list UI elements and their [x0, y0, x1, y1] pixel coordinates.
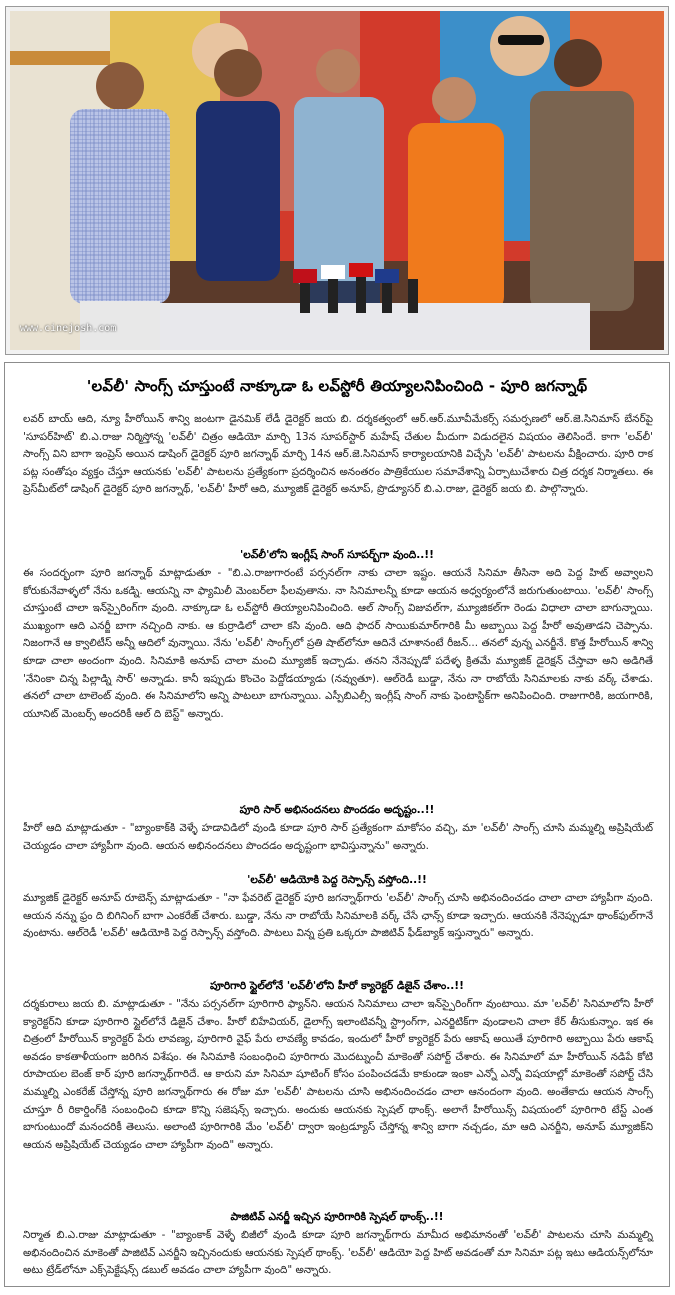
- subhead-special-thanks: పాజిటివ్ ఎనర్జీ ఇచ్చిన పూరిగారికి స్పెషల్ థాంక్స్..!!: [230, 1211, 444, 1223]
- event-photo: [10, 11, 664, 350]
- subhead-puri-wishes: పూరి సార్ అభినందనలు పొందడం అదృష్టం..!!: [239, 804, 435, 816]
- article-box: [4, 362, 670, 1287]
- watermark: www.cinejosh.com: [20, 323, 117, 334]
- photo-frame: [5, 6, 669, 355]
- jaya-quote-paragraph: దర్శకురాలు జయ బి. మాట్లాడుతూ - "నేను పర్సనల్‌గా పూరిగారి ఫ్యాన్‌ని. ఆయన సినిమాలు చాలా ఇన్‌స్పైరింగ్‌గా వుంటాయి. మా 'లవ్‌లీ' సినిమాలోని హీరో క్యారెక్టర్‌ని కూడా పూరిగారి స్టైల్‌లోనే డిజైన్ చేశాం. హీరో బిహేవియర్, డైలాగ్స్ ఇలాంటివన్నీ స్ట్రాంగ్‌గా, ఎనర్జిటిక్‌గా వుండాలని చాలా కేర్ తీసుకున్నాం. ఇక ఈ చిత్రంలో హీరోయిన్ క్యారెక్టర్ పేరు లావణ్య, పూరిగారి వైఫ్ పేరు లావణ్యే కావడం, ఇందులో హీరో క్యారెక్టర్ పేరు ఆకాష్ అయితే పూరిగారి అబ్బాయి పేరు ఆకాష్ అవడం కాకతాళీయంగా జరిగిన విశేషం. ఈ సినిమాకి సంబంధించి పూరిగారు మొదట్నుంచీ మాకెంతో సపోర్ట్ చేశారు. ఈ సినిమాలో మా హీరోయిన్ నడిపే కోటి రూపాయల బెంజ్ కార్ పూరి జగన్నాథ్‌గారిదే. ఆ కారుని మా సినిమా షూటింగ్ కోసం పంపించడమే కాకుండా ఇంకా ఎన్నో ఎన్నో విషయాల్లో మాకెంతో సపోర్ట్ చేసి మమ్మల్ని ఎంకరేజ్ చేస్తోన్న పూరి జగన్నాథ్‌గారు ఈ రోజు మా 'లవ్‌లీ' పాటలను చూసి అభినందించడం చాలా ఆనందంగా వుంది. అంతేకాదు ఆయన సాంగ్స్ చూస్తూ రీ రికార్డింగ్‌కి సంబంధించి కూడా కొన్ని సజెషన్స్ ఇచ్చారు. అందుకు ఆయనకు స్పెషల్ థాంక్స్. అలాగే హీరోయిన్స్ విషయంలో పూరిగారి టేస్ట్ ఎంత బాగుంటుందో మనందరికీ తెలుసు. అలాంటి పూరిగారికి మేం 'లవ్‌లీ' ద్వారా ఇంట్రడ్యూస్ చేస్తోన్న శాన్వి బాగా నచ్చడం, మా ఆది ఎనర్జీని, అనూప్ మ్యూజిక్‌ని ఆయన అప్రిషియేట్ చెయ్యడం చాలా హ్యాపీగా వుంది" అన్నారు.: [23, 998, 653, 1151]
- anoop-quote-paragraph: మ్యూజిక్ డైరెక్టర్ అనూప్ రూబెన్స్ మాట్లాడుతూ - "నా ఫేవరెట్ డైరెక్టర్ పూరి జగన్నాథ్‌గారు 'లవ్‌లీ' సాంగ్స్ చూసి అభినందించడం చాలా చాలా హ్యాపీగా వుంది. ఆయన నన్ను ఫ్రం ది బిగినింగ్ బాగా ఎంకరేజ్ చేశారు. బుడ్డా, నేను నా రాబోయే సినిమాలకి వర్క్ చేసే ఛాన్స్ కూడా ఇచ్చారు. ఆయనకి నేనెప్పుడూ థాంక్‌ఫుల్‌గానే వుంటాను. ఆల్‌రెడీ 'లవ్‌లీ' ఆడియోకి పెద్ద రెస్పాన్స్ వస్తోంది. పాటలు విన్న ప్రతి ఒక్కరూ పాజిటివ్ ఫీడ్‌బ్యాక్ ఇస్తున్నారు" అన్నారు.: [23, 892, 653, 940]
- article-headline: 'లవ్‌లీ' సాంగ్స్ చూస్తుంటే నాక్కూడా ఓ లవ్‌స్టోరీ తియ్యాలనిపించింది - పూరి జగన్నాథ్: [86, 377, 588, 395]
- subhead-audio-response: 'లవ్‌లీ' ఆడియోకి పెద్ద రెస్పాన్స్ వస్తోంది..!!: [247, 874, 427, 886]
- puri-quote-paragraph: ఈ సందర్భంగా పూరి జగన్నాథ్ మాట్లాడుతూ - "బి.ఎ.రాజుగారంటే పర్సనల్‌గా నాకు చాలా ఇష్టం. ఆయనే సినిమా తీసినా అది పెద్ద హిట్ అవ్వాలని కోరుకునేవాళ్ళలో నేను ఒకడ్ని. ఆయన్ని నా ఫ్యామిలీ మెంబర్‌లా ఫీలవుతాను. నా సినిమాలన్నీ కూడా ఆయన అధ్వర్యంలోనే జరుగుతుంటాయి. 'లవ్‌లీ' సాంగ్స్ చూస్తుంటే చాలా ఇన్‌స్పైరింగ్‌గా వుంది. నాక్కూడా ఓ లవ్‌స్టోరీ తియ్యాలనిపించింది. ఆల్ సాంగ్స్ విజువల్‌గా, మ్యూజికల్‌గా రెండు విధాలా చాలా బాగున్నాయి. ముఖ్యంగా ఆది ఎనర్జీ బాగా నచ్చింది నాకు. ఆ కుర్రాడిలో చాలా కసి వుంది. ఆది ఫాదర్ సాయికుమార్‌గారికి మీ అబ్బాయి పెద్ద హీరో అవుతాడని చెప్పాను. నిజంగానే ఆ క్వాలిటీస్ అన్నీ ఆదిలో వున్నాయి. నేను 'లవ్‌లీ' సాంగ్స్‌లో ప్రతి షాట్‌లోనూ ఆదినే చూశానంటే రీజన్... తనలో వున్న ఎనర్జీనే. కొత్త హీరోయిన్ శాన్వి కూడా చాలా అందంగా వుంది. సినిమాకి అనూప్ చాలా మంచి మ్యూజిక్ ఇచ్చాడు. తనని నేనెప్పుడో పదేళ్ళ క్రితమే మ్యూజిక్ డైరెక్షన్ చేస్తావా అని అడిగితే 'నేనింకా చిన్న పిల్లాడ్ని సార్' అన్నాడు. కానీ ఇప్పుడు కొంచెం పెద్దోడయ్యాడు (నవ్వుతూ). ఆల్‌రెడీ బుడ్డా, నేను నా రాబోయే సినిమాలకు నాకు వర్క్ చేశాడు. తనలో చాలా టాలెంట్ వుంది. ఈ సినిమాలోని అన్ని పాటలూ బాగున్నాయి. ఎస్పీబిఎల్సీ ఇంగ్లీష్ సాంగ్ నాకు ఫెంటాస్టిక్‌గా అనిపించింది. రాజుగారికి, జయగారికి, యూనిట్ మెంబర్స్ అందరికీ ఆల్ ది బెస్ట్" అన్నారు.: [23, 567, 653, 720]
- producer-quote-paragraph: నిర్మాత బి.ఎ.రాజు మాట్లాడుతూ - "బ్యాంకాక్ వెళ్ళే బిజీలో వుండి కూడా పూరి జగన్నాథ్‌గారు మామీద అభిమానంతో 'లవ్‌లీ' పాటలను చూసి మమ్మల్ని అభినందించిన మాకెంతో పాజిటివ్ ఎనర్జీని ఇచ్చినందుకు ఆయనకు స్పెషల్ థాంక్స్. 'లవ్‌లీ' ఆడియో పెద్ద హిట్ అవడంతో మా సినిమా పట్ల ఇటు ఆడియన్స్‌లోనూ అటు ట్రేడ్‌లోనూ ఎక్స్‌పెక్టేషన్స్ డబుల్ అవడం చాలా హ్యాపీగా వుంది" అన్నారు.: [23, 1229, 653, 1277]
- event-photo-illustration: [10, 11, 664, 350]
- subhead-hero-character: పూరిగారి స్టైల్‌లోనే 'లవ్‌లీ'లోని హీరో క్యారెక్టర్ డిజైన్ చేశాం..!!: [210, 980, 464, 992]
- aadi-quote-paragraph: హీరో ఆది మాట్లాడుతూ - "బ్యాంకాక్‌కి వెళ్ళే హడావిడిలో వుండి కూడా పూరి సార్ ప్రత్యేకంగా మాకోసం వచ్చి, మా 'లవ్‌లీ' సాంగ్స్ చూసి మమ్మల్ని అప్రిషియేట్ చెయ్యడం చాలా హ్యాపీగా వుంది. ఆయన అభినందనలు పొందడం అదృష్టంగా భావిస్తున్నాను" అన్నారు.: [23, 822, 653, 852]
- intro-paragraph: లవర్ బాయ్ ఆది, న్యూ హీరోయిన్ శాన్వి జంటగా డైనమిక్ లేడీ డైరెక్టర్ జయ బి. దర్శకత్వంలో ఆర్.ఆర్.మూవీమేకర్స్ సమర్పణలో ఆర్.జె.సినిమాస్ బేనర్‌పై 'సూపర్‌హిట్' బి.ఎ.రాజు నిర్మిస్తోన్న 'లవ్‌లీ' చిత్రం ఆడియో మార్చి 13న సూపర్‌స్టార్ మహేష్ చేతుల మీదుగా విడుదలైన విషయం తెలిసిందే. కాగా 'లవ్‌లీ' సాంగ్స్ విని బాగా ఇంప్రెస్ అయిన డాషింగ్ డైరెక్టర్ పూరి జగన్నాథ్ మార్చి 14న ఆర్.జె.సినిమాస్ కార్యాలయానికి విచ్చేసి 'లవ్‌లీ' పాటలను వీక్షించారు. పూరి రాక పట్ల సంతోషం వ్యక్తం చేస్తూ ఆయనకు 'లవ్‌లీ' పాటలను ప్రత్యేకంగా ప్రదర్శించిన అనంతరం పాత్రికేయుల సమావేశాన్ని ఏర్పాటుచేశారు చిత్ర దర్శక నిర్మాతలు. ఈ ప్రెస్‌మీట్‌లో డాషింగ్ డైరెక్టర్ పూరి జగన్నాథ్, 'లవ్‌లీ' హీరో ఆది, మ్యూజిక్ డైరెక్టర్ అనూప్, ప్రొడ్యూసర్ బి.ఎ.రాజు, డైరెక్టర్ జయ బి. పాల్గొన్నారు.: [23, 413, 653, 496]
- subhead-english-song: 'లవ్‌లీ'లోని ఇంగ్లీష్ సాంగ్ సూపర్బ్‌గా వుంది..!!: [240, 549, 434, 561]
